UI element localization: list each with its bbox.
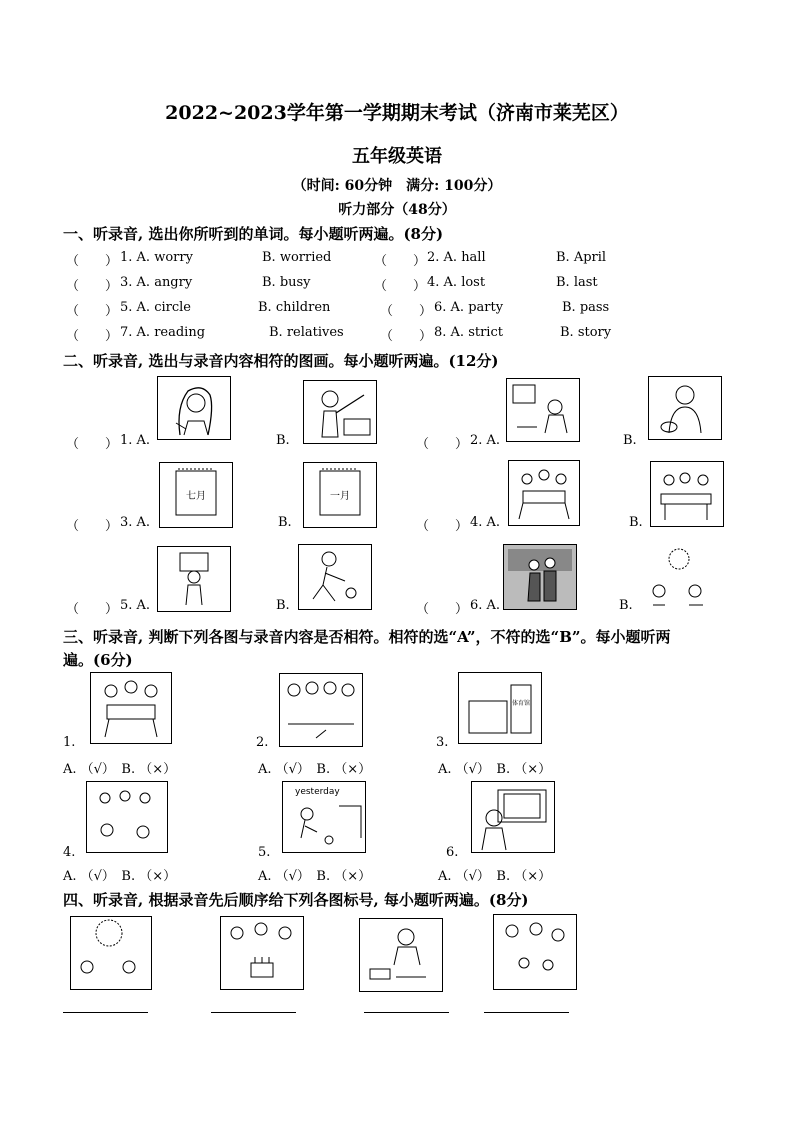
s2-label-4b: B. bbox=[629, 515, 643, 530]
s1-option-6a: 6. A. party bbox=[434, 300, 504, 315]
s2-bracket-4[interactable]: （ ） bbox=[416, 519, 469, 534]
picture-children-playing[interactable] bbox=[86, 781, 168, 853]
s3-num-6: 6. bbox=[446, 845, 459, 860]
s2-label-2a: 2. A. bbox=[470, 433, 501, 448]
s2-bracket-1[interactable]: （ ） bbox=[66, 437, 119, 452]
s1-option-8b: B. story bbox=[560, 325, 612, 340]
s2-label-3a: 3. A. bbox=[120, 515, 151, 530]
s1-option-3b: B. busy bbox=[262, 275, 311, 290]
s3-num-1: 1. bbox=[63, 735, 76, 750]
s1-option-2a: 2. A. hall bbox=[427, 250, 486, 265]
s3-num-4: 4. bbox=[63, 845, 76, 860]
picture-party-group[interactable] bbox=[279, 673, 363, 747]
picture-family-gathering[interactable] bbox=[493, 914, 577, 990]
s3-options-1[interactable]: A. （√） B. （×） bbox=[63, 762, 177, 777]
s1-option-1b: B. worried bbox=[262, 250, 332, 265]
s1-option-5a: 5. A. circle bbox=[120, 300, 191, 315]
s2-label-6b: B. bbox=[619, 598, 633, 613]
s1-bracket-2[interactable]: （ ） bbox=[374, 254, 427, 269]
s3-num-2: 2. bbox=[256, 735, 269, 750]
s3-options-5[interactable]: A. （√） B. （×） bbox=[258, 869, 372, 884]
s2-label-6a: 6. A. bbox=[470, 598, 501, 613]
section-2-heading: 二、听录音, 选出与录音内容相符的图画。每小题听两遍。(12分) bbox=[63, 352, 499, 370]
gym-sign-text: 体育馆 bbox=[511, 700, 531, 707]
s1-bracket-6[interactable]: （ ） bbox=[380, 304, 433, 319]
picture-group-at-table[interactable] bbox=[650, 461, 724, 527]
s3-num-5: 5. bbox=[258, 845, 271, 860]
s1-bracket-7[interactable]: （ ） bbox=[66, 329, 119, 344]
time-info: （时间: 60分钟 满分: 100分） bbox=[292, 178, 502, 194]
section-3-heading-line1: 三、听录音, 判断下列各图与录音内容是否相符。相符的选“A”，不符的选“B”。每小题听两 bbox=[63, 628, 671, 646]
section-3-heading-line2: 遍。(6分) bbox=[63, 651, 133, 669]
picture-yesterday-football[interactable] bbox=[282, 781, 366, 853]
picture-basketball-hoop[interactable] bbox=[157, 546, 231, 612]
s1-option-1a: 1. A. worry bbox=[120, 250, 193, 265]
picture-girl-writing[interactable] bbox=[359, 918, 443, 992]
picture-people-in-room[interactable] bbox=[503, 544, 577, 610]
picture-girl-talking[interactable] bbox=[157, 376, 231, 440]
picture-birthday-cake[interactable] bbox=[220, 916, 304, 990]
s2-label-5b: B. bbox=[276, 598, 290, 613]
s1-bracket-5[interactable]: （ ） bbox=[66, 304, 119, 319]
subject-title: 五年级英语 bbox=[352, 146, 442, 167]
s1-option-4b: B. last bbox=[556, 275, 598, 290]
s2-bracket-5[interactable]: （ ） bbox=[66, 602, 119, 617]
s2-label-1a: 1. A. bbox=[120, 433, 151, 448]
s1-option-8a: 8. A. strict bbox=[434, 325, 503, 340]
s3-options-6[interactable]: A. （√） B. （×） bbox=[438, 869, 552, 884]
s2-bracket-2[interactable]: （ ） bbox=[416, 437, 469, 452]
picture-grandma-dog[interactable] bbox=[648, 376, 722, 440]
s2-bracket-6[interactable]: （ ） bbox=[416, 602, 469, 617]
picture-fireworks-children[interactable] bbox=[644, 546, 718, 610]
answer-line-3[interactable] bbox=[364, 1012, 449, 1013]
listening-section-title: 听力部分（48分） bbox=[338, 202, 456, 218]
s1-option-7b: B. relatives bbox=[269, 325, 344, 340]
s1-option-7a: 7. A. reading bbox=[120, 325, 206, 340]
s2-label-5a: 5. A. bbox=[120, 598, 151, 613]
s3-options-4[interactable]: A. （√） B. （×） bbox=[63, 869, 177, 884]
s2-label-2b: B. bbox=[623, 433, 637, 448]
answer-line-1[interactable] bbox=[63, 1012, 148, 1013]
picture-gym-building[interactable] bbox=[458, 672, 542, 744]
s1-bracket-8[interactable]: （ ） bbox=[380, 329, 433, 344]
s1-option-5b: B. children bbox=[258, 300, 331, 315]
calendar-b-text: 一月 bbox=[330, 491, 350, 502]
s2-bracket-3[interactable]: （ ） bbox=[66, 519, 119, 534]
picture-watching-tv[interactable] bbox=[471, 781, 555, 853]
s1-option-4a: 4. A. lost bbox=[427, 275, 486, 290]
calendar-a-text: 七月 bbox=[186, 491, 206, 502]
s2-label-4a: 4. A. bbox=[470, 515, 501, 530]
section-4-heading: 四、听录音, 根据录音先后顺序给下列各图标号, 每小题听两遍。(8分) bbox=[63, 891, 529, 909]
s3-options-3[interactable]: A. （√） B. （×） bbox=[438, 762, 552, 777]
picture-calendar-january[interactable] bbox=[303, 462, 377, 528]
s1-option-3a: 3. A. angry bbox=[120, 275, 193, 290]
s1-bracket-4[interactable]: （ ） bbox=[374, 279, 427, 294]
exam-title: 2022~2023学年第一学期期末考试（济南市莱芜区） bbox=[165, 102, 629, 124]
picture-calendar-july[interactable] bbox=[159, 462, 233, 528]
s2-label-1b: B. bbox=[276, 433, 290, 448]
answer-line-4[interactable] bbox=[484, 1012, 569, 1013]
yesterday-text: yesterday bbox=[295, 787, 340, 797]
s2-label-3b: B. bbox=[278, 515, 292, 530]
picture-family-dinner[interactable] bbox=[90, 672, 172, 744]
picture-boy-dribbling[interactable] bbox=[298, 544, 372, 610]
s3-num-3: 3. bbox=[436, 735, 449, 750]
s1-option-6b: B. pass bbox=[562, 300, 610, 315]
s1-bracket-1[interactable]: （ ） bbox=[66, 254, 119, 269]
picture-fireworks-kids[interactable] bbox=[70, 916, 152, 990]
s1-bracket-3[interactable]: （ ） bbox=[66, 279, 119, 294]
s3-options-2[interactable]: A. （√） B. （×） bbox=[258, 762, 372, 777]
answer-line-2[interactable] bbox=[211, 1012, 296, 1013]
section-1-heading: 一、听录音, 选出你所听到的单词。每小题听两遍。(8分) bbox=[63, 225, 444, 243]
s1-option-2b: B. April bbox=[556, 250, 607, 265]
picture-group-eating[interactable] bbox=[508, 460, 580, 526]
picture-child-sad[interactable] bbox=[506, 378, 580, 442]
picture-teacher-pointing[interactable] bbox=[303, 380, 377, 444]
